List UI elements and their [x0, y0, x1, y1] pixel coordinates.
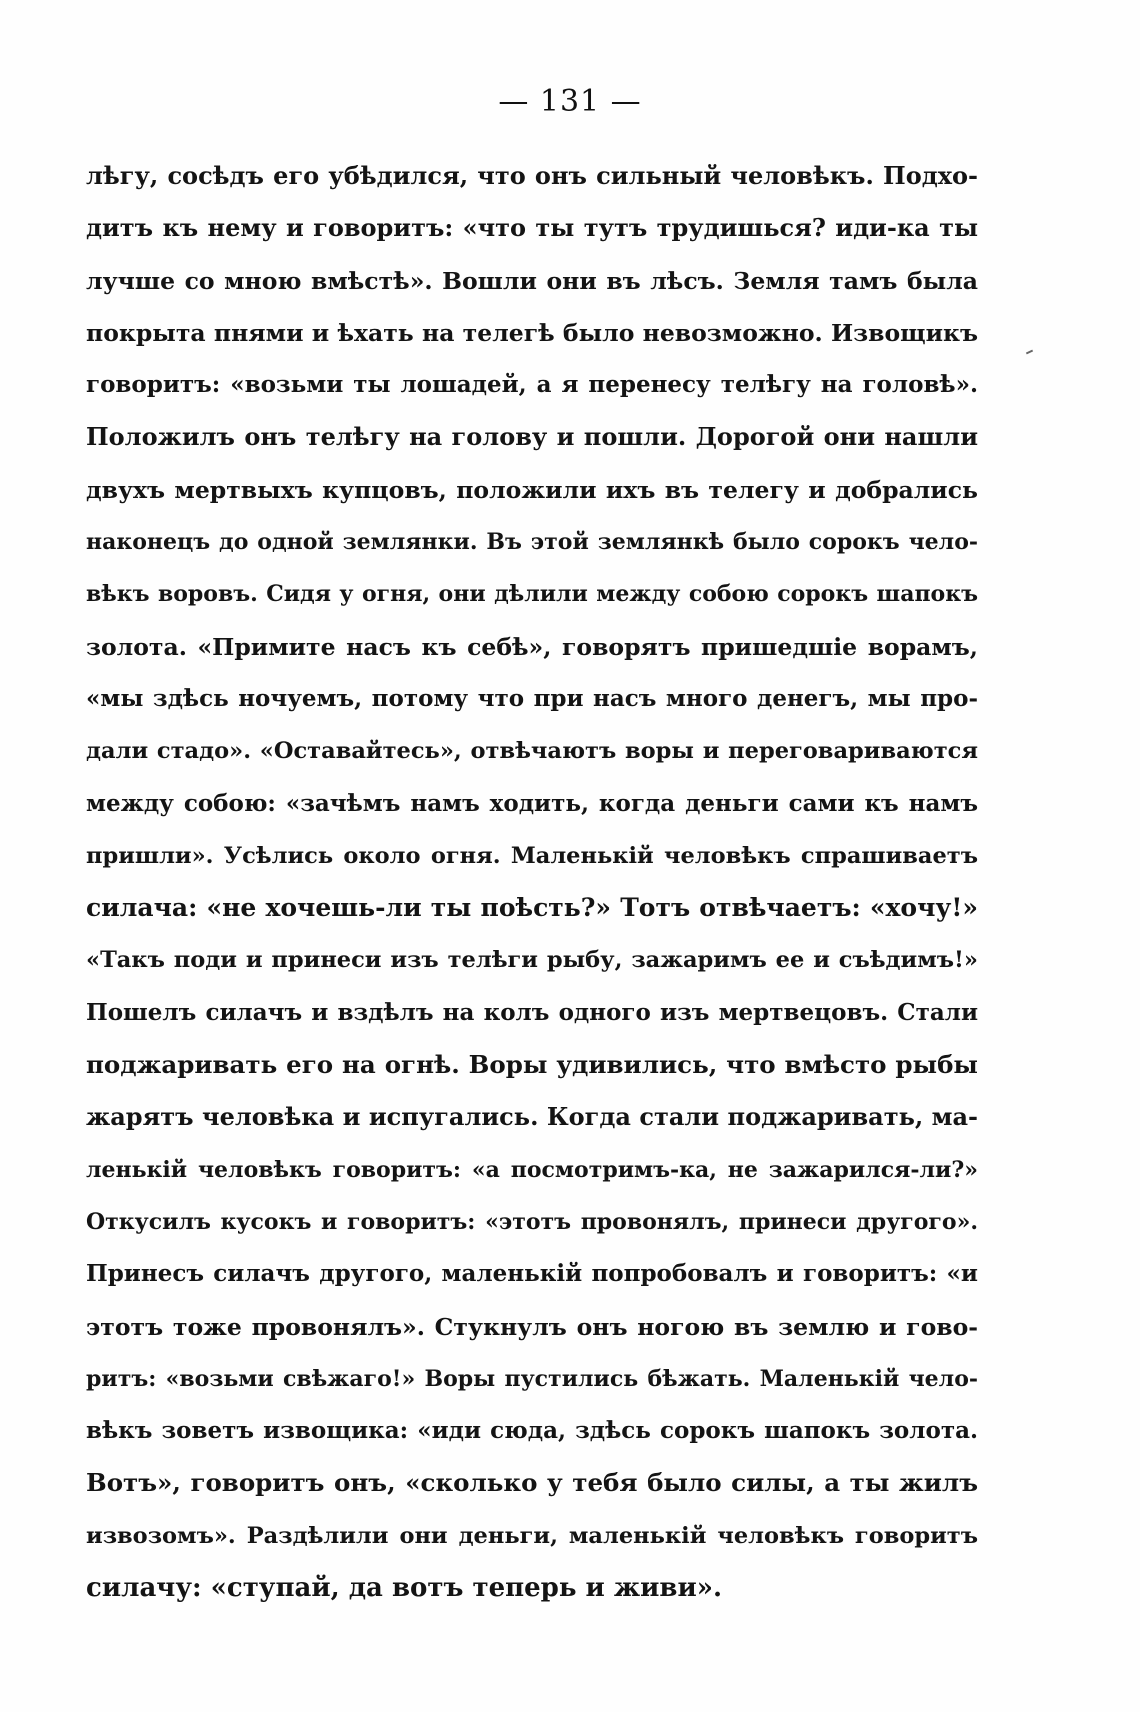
- text-line: ленькій человѣкъ говоритъ: «а посмотримъ-ка, не зажарился-ли?»: [86, 1156, 978, 1183]
- text-line: дали стадо». «Оставайтесь», отвѣчаютъ воры и переговариваются: [86, 738, 978, 765]
- text-line: вѣкъ воровъ. Сидя у огня, они дѣлили между собою сорокъ шапокъ: [86, 581, 978, 608]
- text-line-last: силачу: «ступай, да вотъ теперь и живи».: [86, 1573, 723, 1604]
- body-text: [86, 150, 978, 1614]
- text-line: извозомъ». Раздѣлили они деньги, маленькій человѣкъ говоритъ: [86, 1522, 978, 1549]
- text-line: говоритъ: «возьми ты лошадей, а я перенесу телѣгу на головѣ».: [86, 371, 978, 399]
- text-line: пришли». Усѣлись около огня. Маленькій человѣкъ спрашиваетъ: [86, 842, 978, 869]
- text-line: лучше со мною вмѣстѣ». Вошли они въ лѣсъ. Земля тамъ была: [86, 266, 978, 295]
- text-line: Вотъ», говоритъ онъ, «сколько у тебя было силы, а ты жилъ: [86, 1468, 978, 1498]
- text-line: наконецъ до одной землянки. Въ этой землянкѣ было сорокъ чело-: [86, 529, 978, 556]
- text-line: «Такъ поди и принеси изъ телѣги рыбу, зажаримъ ее и съѣдимъ!»: [86, 947, 978, 974]
- text-line: между собою: «зачѣмъ намъ ходить, когда деньги сами къ намъ: [86, 789, 978, 817]
- text-line: золота. «Примите насъ къ себѣ», говорятъ пришедшіе ворамъ,: [86, 632, 978, 661]
- text-line: Принесъ силачъ другого, маленькій попробовалъ и говоритъ: «и: [86, 1260, 978, 1288]
- text-line: ритъ: «возьми свѣжаго!» Воры пустились бѣжать. Маленькій чело-: [86, 1365, 978, 1392]
- text-line: Пошелъ силачъ и вздѣлъ на колъ одного изъ мертвецовъ. Стали: [86, 998, 978, 1026]
- text-line: дитъ къ нему и говоритъ: «что ты тутъ трудишься? иди-ка ты: [86, 213, 978, 243]
- text-line: силача: «не хочешь-ли ты поѣсть?» Тотъ отвѣчаетъ: «хочу!»: [86, 893, 978, 923]
- text-line: поджаривать его на огнѣ. Воры удивились, что вмѣсто рыбы: [86, 1050, 978, 1080]
- text-line: жарятъ человѣка и испугались. Когда стали поджаривать, ма-: [86, 1102, 978, 1132]
- text-line: лѣгу, сосѣдъ его убѣдился, что онъ сильный человѣкъ. Подхо-: [86, 161, 978, 190]
- text-line: этотъ тоже провонялъ». Стукнулъ онъ ногою въ землю и гово-: [86, 1312, 978, 1341]
- text-line: Откусилъ кусокъ и говоритъ: «этотъ провонялъ, принеси другого».: [86, 1208, 978, 1235]
- text-line: Положилъ онъ телѣгу на голову и пошли. Дорогой они нашли: [86, 422, 978, 452]
- page-number: — 131 —: [498, 84, 642, 119]
- text-line: двухъ мертвыхъ купцовъ, положили ихъ въ телегу и добрались: [86, 475, 978, 504]
- text-line: вѣкъ зоветъ извощика: «иди сюда, здѣсь сорокъ шапокъ золота.: [86, 1417, 978, 1445]
- scan-speck: [1026, 350, 1033, 355]
- text-line: «мы здѣсь ночуемъ, потому что при насъ много денегъ, мы про-: [86, 684, 978, 712]
- text-line: покрыта пнями и ѣхать на телегѣ было невозможно. Извощикъ: [86, 318, 978, 347]
